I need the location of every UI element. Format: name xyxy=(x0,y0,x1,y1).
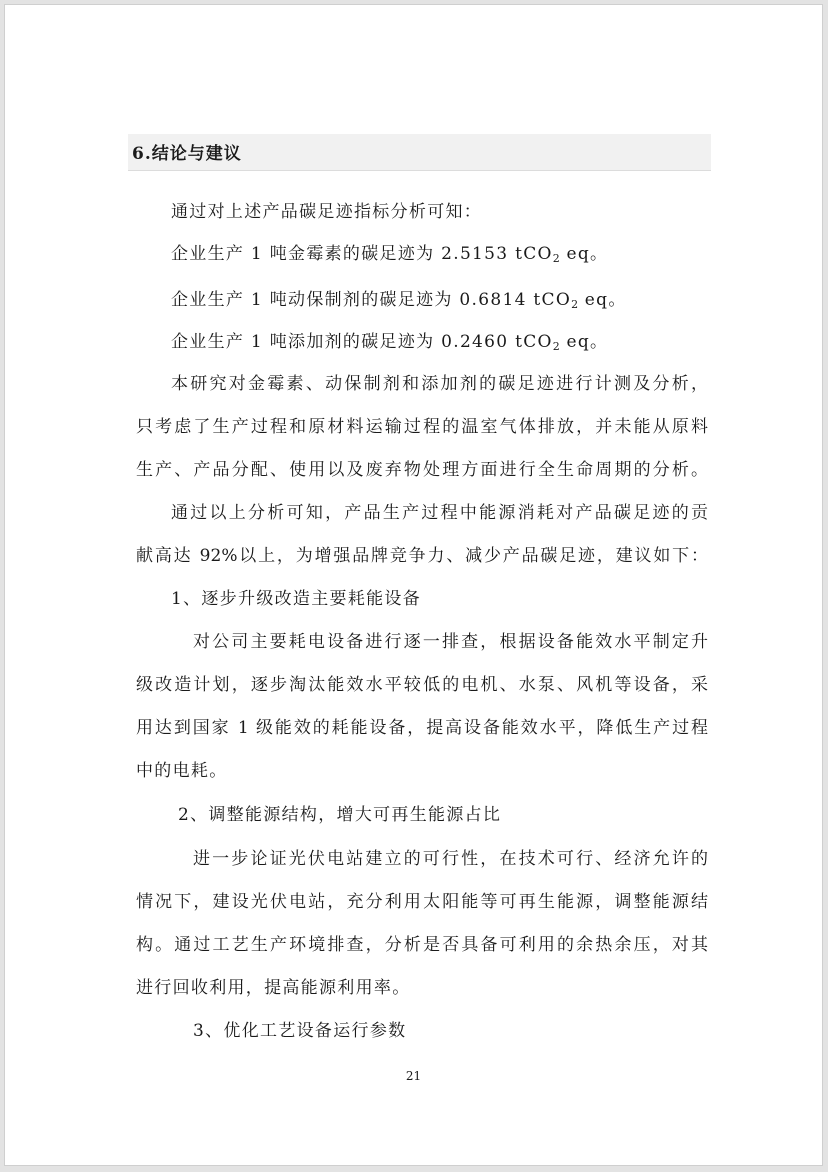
document-page xyxy=(4,4,823,1166)
section-heading-bar xyxy=(128,134,711,171)
item1-line-1: 对公司主要耗电设备进行逐一排查，根据设备能效水平制定升 xyxy=(193,632,708,652)
page-number: 21 xyxy=(405,1069,422,1083)
item2-line-1: 进一步论证光伏电站建立的可行性，在技术可行、经济允许的 xyxy=(193,849,708,869)
para1-line-3: 生产、产品分配、使用以及废弃物处理方面进行全生命周期的分析。 xyxy=(136,460,708,480)
item2-line-2: 情况下，建设光伏电站，充分利用太阳能等可再生能源，调整能源结 xyxy=(136,892,708,912)
result-line-2: 企业生产 1 吨动保制剂的碳足迹为 0.6814 tCO$_2$ eq。 xyxy=(171,290,627,311)
item2-title: 2、调整能源结构，增大可再生能源占比 xyxy=(178,805,502,825)
item1-title: 1、逐步升级改造主要耗能设备 xyxy=(171,589,422,609)
item1-line-2: 级改造计划，逐步淘汰能效水平较低的电机、水泵、风机等设备，采 xyxy=(136,675,708,695)
para1-line-2: 只考虑了生产过程和原材料运输过程的温室气体排放，并未能从原料 xyxy=(136,417,708,437)
item2-line-4: 进行回收利用，提高能源利用率。 xyxy=(136,978,411,998)
para2-line-1: 通过以上分析可知，产品生产过程中能源消耗对产品碳足迹的贡 xyxy=(171,503,708,523)
intro-line: 通过对上述产品碳足迹指标分析可知： xyxy=(171,202,483,222)
para1-line-1: 本研究对金霉素、动保制剂和添加剂的碳足迹进行计测及分析， xyxy=(171,374,708,394)
item1-line-3: 用达到国家 1 级能效的耗能设备，提高设备能效水平，降低生产过程 xyxy=(136,718,708,738)
result-line-1: 企业生产 1 吨金霉素的碳足迹为 2.5153 tCO$_2$ eq。 xyxy=(171,244,609,265)
result-line-3: 企业生产 1 吨添加剂的碳足迹为 0.2460 tCO$_2$ eq。 xyxy=(171,332,609,353)
para2-line-2: 献高达 92%以上，为增强品牌竞争力、减少产品碳足迹，建议如下： xyxy=(136,546,708,566)
item2-line-3: 构。通过工艺生产环境排查，分析是否具备可利用的余热余压，对其 xyxy=(136,935,708,955)
section-heading: 6.结论与建议 xyxy=(132,144,242,164)
item1-line-4: 中的电耗。 xyxy=(136,761,228,781)
item3-title: 3、优化工艺设备运行参数 xyxy=(193,1021,407,1041)
